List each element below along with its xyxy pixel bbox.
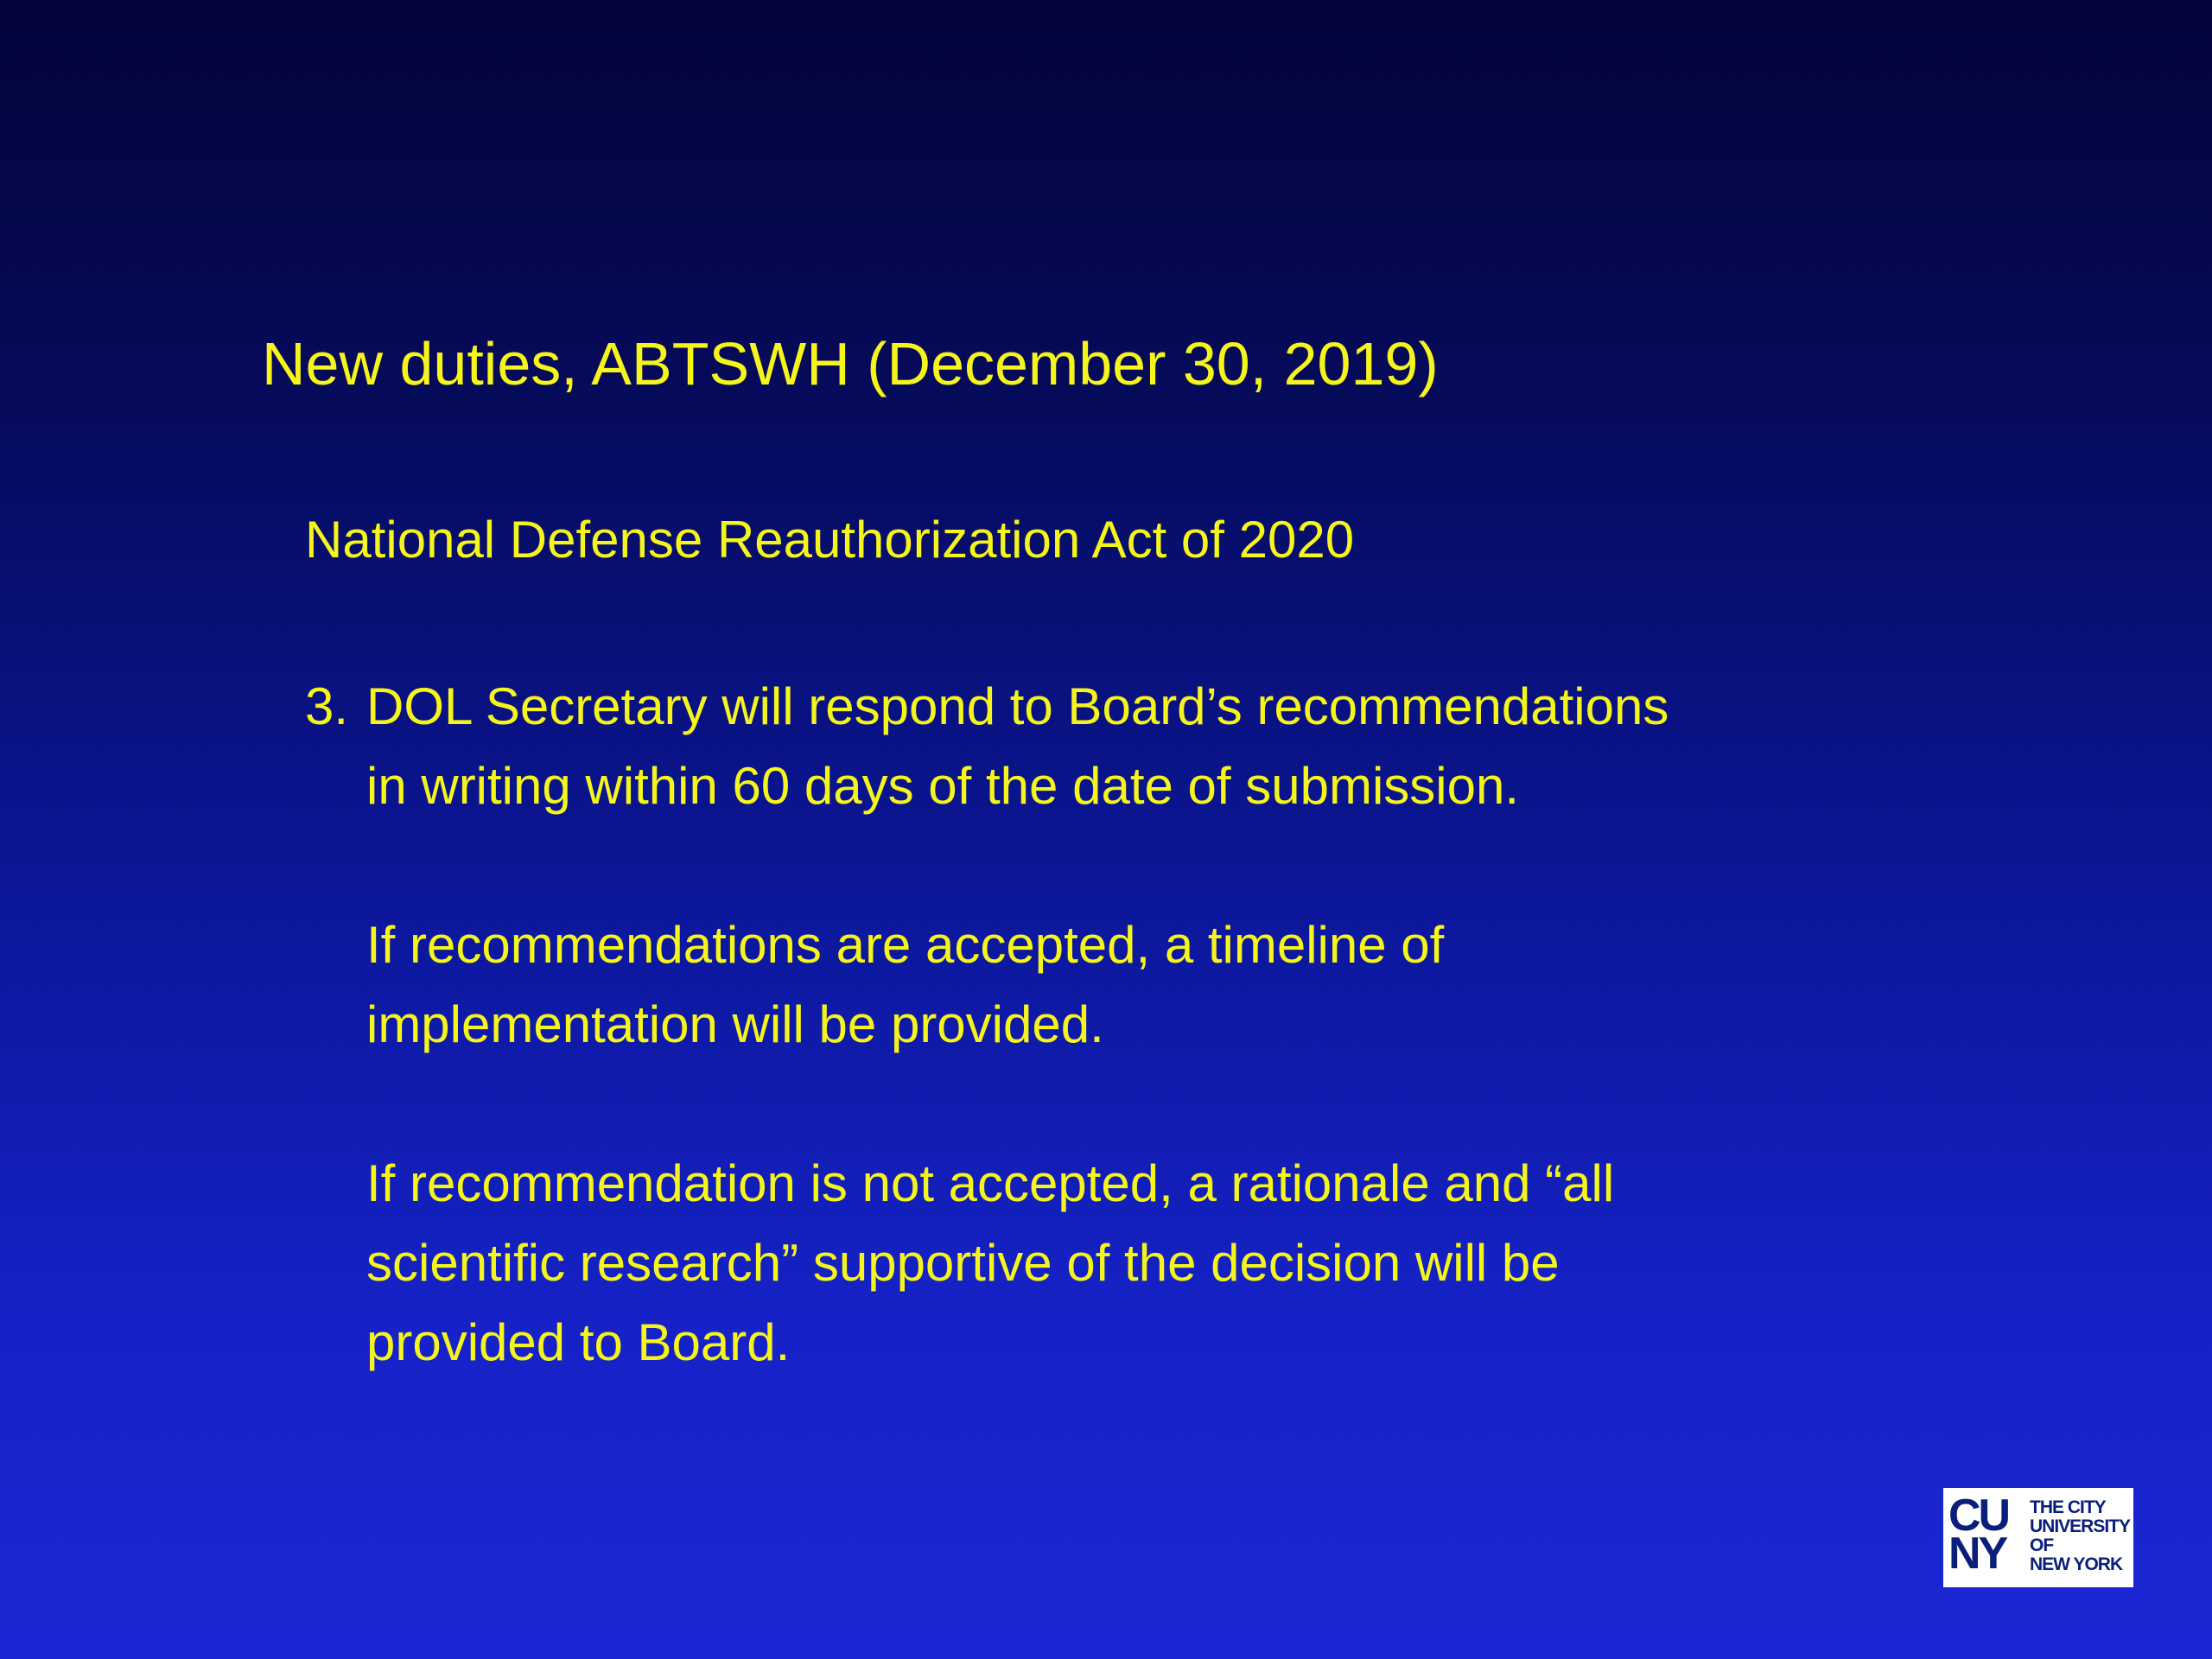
paragraph-line: If recommendation is not accepted, a rationale and “all — [366, 1154, 1615, 1212]
slide-subtitle: National Defense Reauthorization Act of 2020 — [305, 511, 1355, 569]
logo-mark-line: CU — [1948, 1491, 2009, 1541]
paragraph-line: in writing within 60 days of the date of submission. — [366, 757, 1520, 815]
numbered-item — [305, 667, 1860, 1382]
item-number: 3. — [305, 677, 349, 735]
slide-title: New duties, ABTSWH (December 30, 2019) — [262, 330, 1439, 397]
paragraph-line: implementation will be provided. — [366, 995, 1104, 1053]
logo-text-line: NEW YORK — [2030, 1554, 2123, 1574]
item-body — [366, 667, 1860, 1382]
item-paragraph — [366, 667, 1860, 826]
item-paragraph — [366, 906, 1860, 1065]
paragraph-line: If recommendations are accepted, a timeline of — [366, 916, 1445, 974]
logo-mark — [1948, 1491, 2028, 1579]
item-paragraph — [366, 1144, 1860, 1382]
paragraph-line: provided to Board. — [366, 1313, 791, 1371]
logo-text-line: THE CITY — [2030, 1497, 2106, 1517]
logo-text-line: OF — [2030, 1535, 2054, 1555]
logo-text-line: UNIVERSITY — [2030, 1516, 2131, 1536]
logo-mark-line: NY — [1948, 1529, 2006, 1579]
paragraph-line: DOL Secretary will respond to Board’s recommendations — [366, 677, 1669, 735]
cuny-logo — [1943, 1488, 2133, 1587]
logo-wordmark — [2030, 1498, 2130, 1574]
paragraph-line: scientific research” supportive of the decision will be — [366, 1234, 1560, 1292]
